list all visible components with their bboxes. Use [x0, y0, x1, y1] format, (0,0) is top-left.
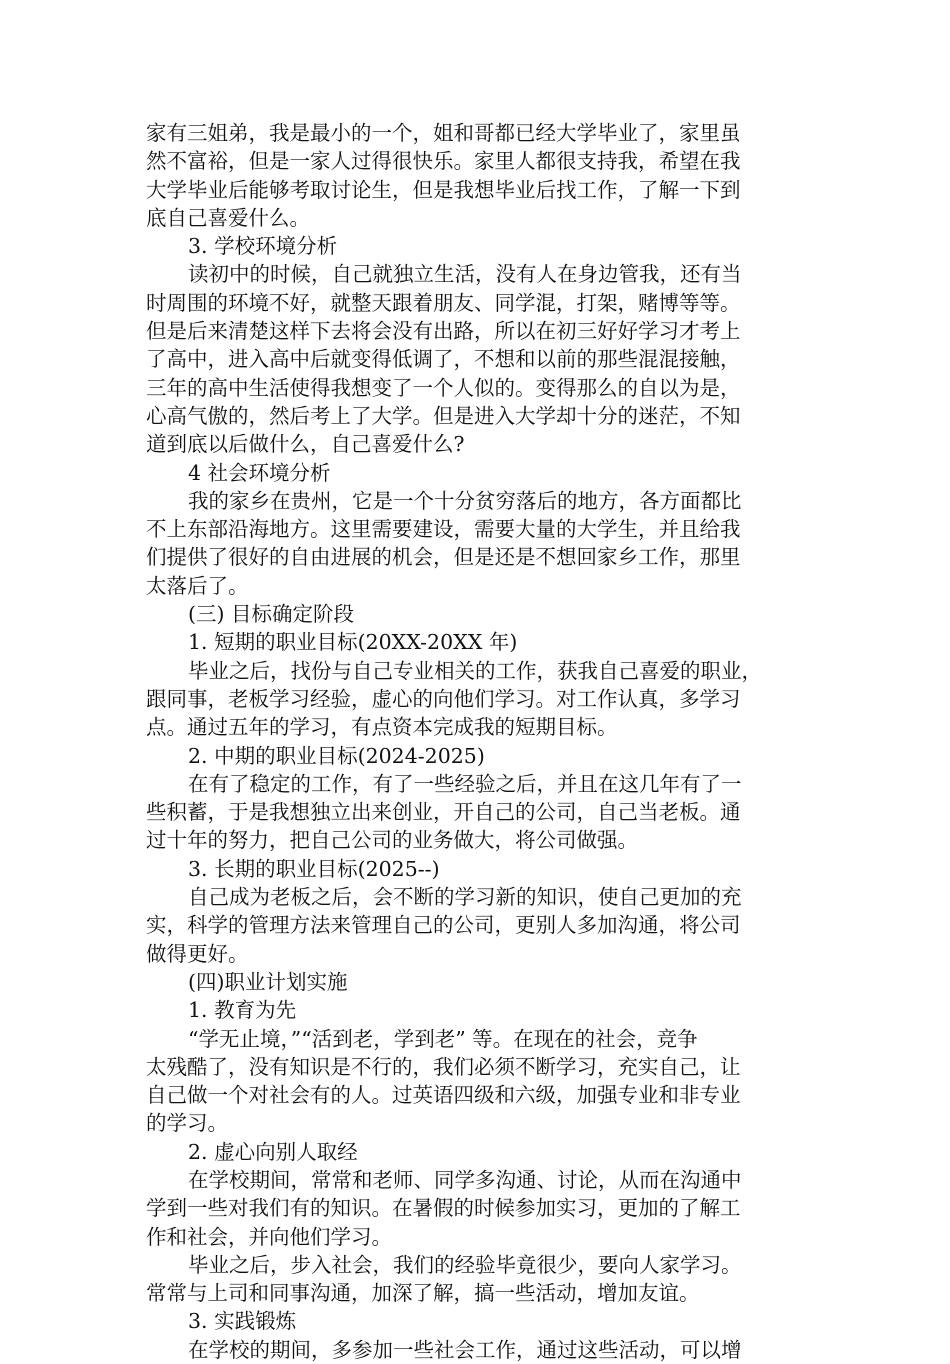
text-line: 点。通过五年的学习，有点资本完成我的短期目标。: [146, 715, 618, 740]
text-line: 毕业之后，找份与自己专业相关的工作，获我自己喜爱的职业，: [188, 658, 762, 683]
text-line: 太落后了。: [146, 573, 249, 598]
text-line: 底自己喜爱什么。: [146, 205, 310, 230]
text-line: 道到底以后做什么，自己喜爱什么?: [146, 432, 465, 457]
text-line: 2. 虚心向别人取经: [188, 1139, 358, 1164]
text-line: 自己成为老板之后，会不断的学习新的知识，使自己更加的充: [188, 885, 742, 910]
text-line: 大学毕业后能够考取讨论生，但是我想毕业后找工作，了解一下到: [146, 177, 741, 202]
text-line: 心高气傲的，然后考上了大学。但是进入大学却十分的迷茫，不知: [146, 403, 741, 428]
text-line: 1. 短期的职业目标(20XX-20XX 年): [188, 630, 518, 655]
text-line: 不上东部沿海地方。这里需要建设，需要大量的大学生，并且给我: [146, 517, 741, 542]
text-line: 常常与上司和同事沟通，加深了解，搞一些活动，增加友谊。: [146, 1281, 700, 1306]
text-line: 4 社会环境分析: [188, 460, 331, 485]
text-line: 毕业之后，步入社会，我们的经验毕竟很少，要向人家学习。: [188, 1252, 742, 1277]
text-line: 2. 中期的职业目标(2024-2025): [188, 743, 485, 768]
text-line: 3. 长期的职业目标(2025--): [188, 856, 440, 881]
text-line: 然不富裕，但是一家人过得很快乐。家里人都很支持我，希望在我: [146, 149, 741, 174]
text-line: 些积蓄，于是我想独立出来创业，开自己的公司，自己当老板。通: [146, 800, 741, 825]
text-line: 读初中的时候，自己就独立生活，没有人在身边管我，还有当: [188, 262, 742, 287]
text-line: 太残酷了，没有知识是不行的，我们必须不断学习，充实自己，让: [146, 1054, 741, 1079]
text-line: 但是后来清楚这样下去将会没有出路，所以在初三好好学习才考上: [146, 319, 741, 344]
text-line: (三) 目标确定阶段: [188, 602, 355, 627]
text-line: 的学习。: [146, 1111, 228, 1136]
text-line: 过十年的努力，把自己公司的业务做大，将公司做强。: [146, 828, 638, 853]
text-line: “学无止境，”“活到老，学到老” 等。在现在的社会，竞争: [188, 1026, 698, 1051]
text-line: 在学校期间，常常和老师、同学多沟通、讨论，从而在沟通中: [188, 1167, 742, 1192]
text-line: 我的家乡在贵州，它是一个十分贫穷落后的地方，各方面都比: [188, 488, 742, 513]
text-line: 3. 实践锻炼: [188, 1309, 297, 1334]
text-line: 了高中，进入高中后就变得低调了，不想和以前的那些混混接触，: [146, 347, 741, 372]
text-line: 时周围的环境不好，就整天跟着朋友、同学混，打架，赌博等等。: [146, 290, 741, 315]
text-line: 家有三姐弟，我是最小的一个，姐和哥都已经大学毕业了，家里虽: [146, 121, 741, 145]
text-line: 做得更好。: [146, 941, 249, 966]
text-line: 作和社会，并向他们学习。: [146, 1224, 392, 1249]
text-line: 跟同事，老板学习经验，虚心的向他们学习。对工作认真，多学习: [146, 686, 741, 711]
text-line: 们提供了很好的自由进展的机会，但是还是不想回家乡工作，那里: [146, 545, 741, 570]
text-line: 自己做一个对社会有的人。过英语四级和六级，加强专业和非专业: [146, 1083, 741, 1108]
text-line: 三年的高中生活使得我想变了一个人似的。变得那么的自以为是，: [146, 375, 741, 400]
text-line: (四)职业计划实施: [188, 969, 348, 994]
text-line: 学到一些对我们有的知识。在暑假的时候参加实习，更加的了解工: [146, 1196, 741, 1221]
document-body: [146, 119, 816, 1364]
text-line: 在有了稳定的工作，有了一些经验之后，并且在这几年有了一: [188, 771, 742, 796]
text-line: 实，科学的管理方法来管理自己的公司，更别人多加沟通，将公司: [146, 913, 741, 938]
text-line: 3. 学校环境分析: [188, 234, 338, 259]
text-line: 在学校的期间，多参加一些社会工作，通过这些活动，可以增: [188, 1337, 742, 1362]
text-line: 1. 教育为先: [188, 998, 297, 1023]
